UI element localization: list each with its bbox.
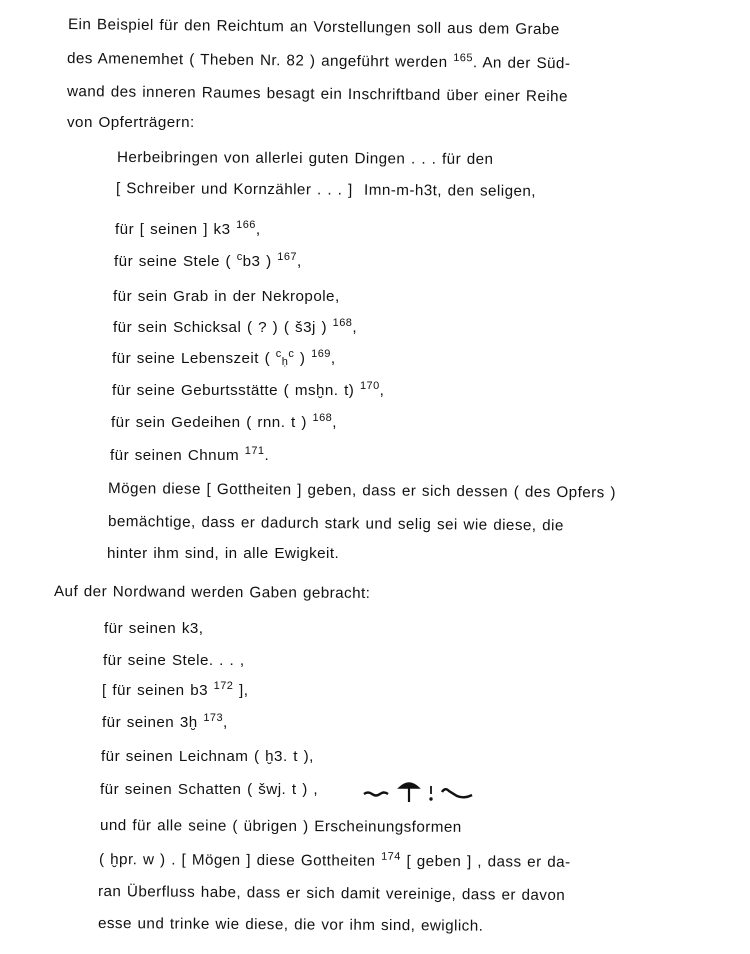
footnote-ref-168b: 168: [312, 412, 333, 424]
ayin-sign: c: [236, 251, 243, 263]
north-line-3: [102, 682, 248, 700]
south-line-3-text: für [ seinen ] k3: [115, 221, 231, 238]
intro-line-1: Ein Beispiel für den Reichtum an Vorstellungen soll aus dem Grabe: [67, 16, 560, 39]
bracket-scribe-title: [ Schreiber und Kornzähler . . . ]: [115, 180, 353, 199]
intro-line-2: [67, 50, 571, 73]
north-line-7: und für alle seine ( übrigen ) Erscheinungsformen: [99, 817, 462, 836]
south-line-10-text: für seinen Chnum: [110, 447, 240, 464]
south-line-8: [112, 382, 384, 400]
north-line-4-text: für seinen 3ḫ: [102, 714, 198, 731]
footnote-ref-170: 170: [359, 380, 380, 392]
north-line-8-text: ( ḫpr. w ) . [ Mögen ] diese Gottheiten: [98, 851, 376, 870]
south-line-8-text: für seine Geburtsstätte ( msḫn. t): [112, 382, 355, 399]
north-line-4-tail: ,: [223, 714, 228, 731]
intro-line-2-tail: . An der Süd-: [472, 54, 571, 73]
south-line-13: hinter ihm sind, in alle Ewigkeit.: [107, 545, 340, 562]
south-line-7-close: ): [294, 350, 306, 367]
footnote-ref-173: 173: [203, 712, 224, 724]
footnote-ref-167: 167: [277, 251, 297, 263]
north-line-5: für seinen Leichnam ( ḫ3. t ),: [101, 748, 314, 765]
south-line-8-tail: ,: [379, 382, 385, 399]
footnote-ref-166: 166: [236, 219, 256, 231]
footnote-ref-174: 174: [381, 850, 401, 863]
footnote-ref-168a: 168: [332, 317, 353, 329]
south-line-7-tail: ,: [330, 350, 336, 367]
south-line-10-tail: .: [264, 447, 270, 464]
footnote-ref-169: 169: [311, 348, 331, 360]
south-line-3: [115, 221, 261, 239]
north-intro-line: Auf der Nordwand werden Gaben gebracht:: [53, 583, 371, 602]
north-line-2: für seine Stele. . . ,: [103, 652, 245, 669]
south-line-4-text: für seine Stele (: [114, 253, 237, 270]
south-line-9: [111, 414, 337, 432]
south-line-5: für sein Grab in der Nekropole,: [113, 288, 340, 305]
south-line-11: Mögen diese [ Gottheiten ] geben, dass er sich dessen ( des Opfers ): [107, 480, 616, 502]
south-line-4-word: b3 ): [242, 253, 272, 270]
ayin-sign-1: c: [275, 348, 282, 360]
north-line-3-tail: ],: [233, 682, 249, 699]
north-line-6: für seinen Schatten ( šwj. t ) ,: [100, 781, 319, 798]
south-line-2: [116, 180, 536, 201]
intro-line-4: von Opferträgern:: [67, 114, 195, 131]
south-line-10: [110, 447, 269, 465]
footnote-ref-172: 172: [213, 680, 234, 692]
south-line-3-tail: ,: [255, 221, 261, 238]
south-line-6: [113, 319, 357, 337]
north-line-8: [99, 851, 571, 872]
south-line-6-text: für sein Schicksal ( ? ) ( š3j ): [113, 319, 327, 336]
intro-line-2-text: des Amenemhet ( Theben Nr. 82 ) angeführt werden: [66, 50, 448, 71]
north-line-1: für seinen k3,: [104, 620, 204, 637]
south-line-4-tail: ,: [297, 253, 302, 270]
h-sign: ḥ: [281, 356, 289, 368]
ayin-sign-2: c: [288, 348, 295, 360]
south-line-6-tail: ,: [352, 319, 358, 336]
north-line-10: esse und trinke wie diese, die vor ihm sind, ewiglich.: [97, 915, 484, 935]
shadow-hieroglyph-icon: [362, 777, 512, 805]
name-amenemhet: Imn-m-h3t, den seligen,: [364, 181, 537, 200]
intro-line-3: wand des inneren Raumes besagt ein Inschriftband über einer Reihe: [66, 83, 568, 106]
south-line-7: [112, 350, 336, 368]
footnote-ref-171: 171: [244, 445, 265, 457]
south-line-7-text: für seine Lebenszeit (: [112, 350, 276, 367]
north-line-4: [102, 714, 228, 732]
south-line-1: Herbeibringen von allerlei guten Dingen . . . für den: [116, 149, 494, 168]
south-line-9-text: für sein Gedeihen ( rnn. t ): [111, 414, 307, 431]
footnote-ref-165: 165: [453, 52, 473, 65]
north-line-3-text: [ für seinen b3: [102, 682, 208, 699]
south-line-4: [114, 253, 302, 271]
north-line-8-tail: [ geben ] , dass er da-: [400, 852, 571, 871]
south-line-12: bemächtige, dass er dadurch stark und selig sei wie diese, die: [107, 513, 564, 535]
south-line-9-tail: ,: [332, 414, 337, 431]
north-line-9: ran Überfluss habe, dass er sich damit vereinige, dass er davon: [97, 883, 566, 905]
